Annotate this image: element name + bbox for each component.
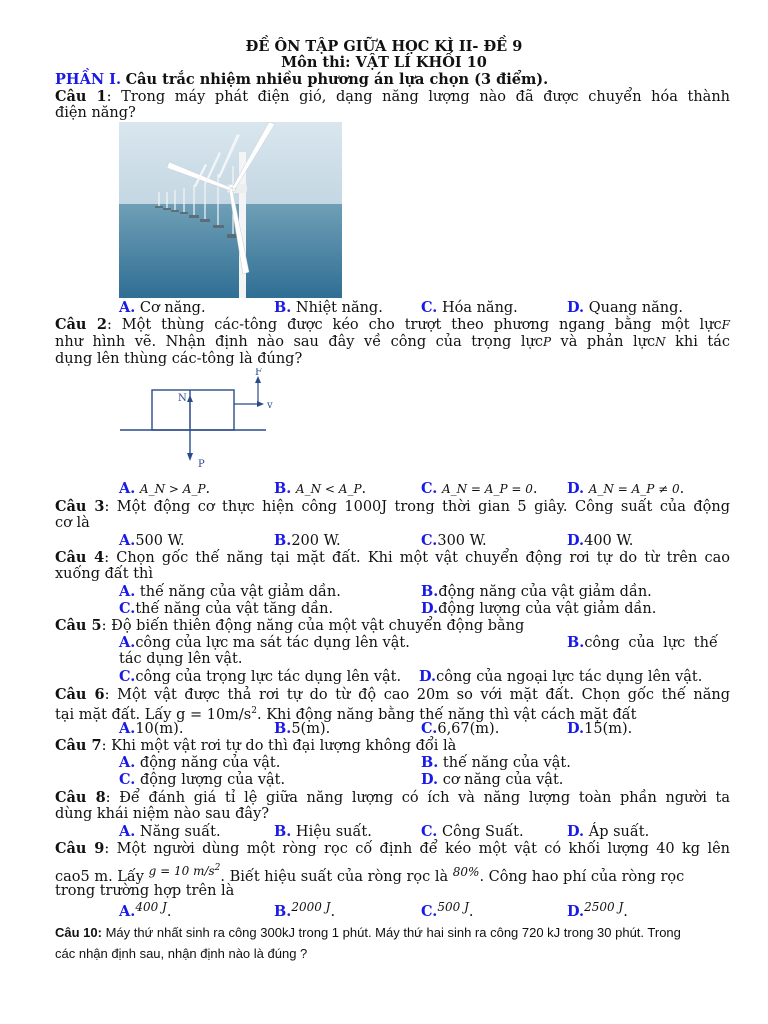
label-f: F <box>255 368 262 378</box>
q4-option-b[interactable]: B.động năng của vật giảm dần. <box>421 583 652 600</box>
q3-stem-2: cơ là <box>55 515 90 531</box>
q3-option-c[interactable]: C.300 W. <box>421 532 487 549</box>
q6-option-a[interactable]: A.10(m). <box>119 720 184 737</box>
q3-stem: Câu 3: Một động cơ thực hiện công 1000J trong thời gian 5 giây. Công suất của động <box>55 498 731 515</box>
q9-label: Câu 9 <box>55 840 105 857</box>
q1-stem-2: điện năng? <box>55 105 136 121</box>
q9-option-d[interactable]: D.$^{2500 J}$. <box>567 900 628 920</box>
q6-label: Câu 6 <box>55 686 105 703</box>
q5-option-b-cont: tác dụng lên vật. <box>119 651 243 667</box>
q9-stem-2: cao5 m. Lấy $^{g = 10 m/s^2}$. Biết hiệu suất của ròng rọc là $^{80\%}$. Công hao phí của ròng rọc <box>55 863 685 885</box>
q8-option-d[interactable]: D. Áp suất. <box>567 823 650 840</box>
q10-label: Câu 10: <box>55 925 102 940</box>
carton-box <box>152 390 234 430</box>
q4-stem: Câu 4: Chọn gốc thế năng tại mặt đất. Khi một vật chuyển động rơi tự do từ trên cao <box>55 549 730 566</box>
vector-f-symbol: F <box>721 318 730 332</box>
label-v: v <box>267 400 273 411</box>
gravity-value: g = 10 m/s2 <box>148 863 221 878</box>
q6-option-b[interactable]: B.5(m). <box>274 720 331 737</box>
q3-label: Câu 3 <box>55 498 105 515</box>
q5-option-a[interactable]: A.công của lực ma sát tác dụng lên vật. <box>119 634 410 651</box>
q7-option-d[interactable]: D. cơ năng của vật. <box>421 771 564 788</box>
exam-subtitle: Môn thi: VẬT LÍ KHỐI 10 <box>281 54 487 71</box>
part-heading <box>55 71 730 89</box>
q4-option-d[interactable]: D.động lượng của vật giảm dần. <box>421 600 657 617</box>
q3-option-a[interactable]: A.500 W. <box>119 532 185 549</box>
q3-option-d[interactable]: D.400 W. <box>567 532 634 549</box>
q2-option-a[interactable]: A. A_N > A_P. <box>119 480 211 497</box>
q6-option-d[interactable]: D.15(m). <box>567 720 633 737</box>
q9-stem: Câu 9: Một người dùng một ròng rọc cố định để kéo một vật có khối lượng 40 kg lên <box>55 840 731 857</box>
efficiency-value: 80% <box>452 865 480 879</box>
q2-stem-2: như hình vẽ. Nhận định nào sau đây về công của trọng lựcP và phản lựcN khi tác <box>55 334 730 350</box>
q4-label: Câu 4 <box>55 549 105 566</box>
label-p: P <box>198 459 205 470</box>
q9-stem-3: trong trường hợp trên là <box>55 883 235 899</box>
wind-turbine-photo <box>119 122 342 298</box>
q7-label: Câu 7 <box>55 737 102 754</box>
q8-option-b[interactable]: B. Hiệu suất. <box>274 823 372 840</box>
q8-option-a[interactable]: A. Năng suất. <box>119 823 221 840</box>
q6-option-c[interactable]: C.6,67(m). <box>421 720 500 737</box>
q7-option-a[interactable]: A. động năng của vật. <box>119 754 281 771</box>
q1-option-a[interactable]: A. Cơ năng. <box>119 299 206 316</box>
exam-title: ĐỀ ÔN TẬP GIỮA HỌC KÌ II- ĐỀ 9 <box>245 38 523 55</box>
vector-p-symbol: P <box>542 335 552 349</box>
q9-option-c[interactable]: C.$^{500 J}$. <box>421 900 474 920</box>
q8-option-c[interactable]: C. Công Suất. <box>421 823 524 840</box>
q10-stem-2: các nhận định sau, nhận định nào là đúng ? <box>55 946 308 961</box>
q1-option-c[interactable]: C. Hóa năng. <box>421 299 518 316</box>
q9-option-b[interactable]: B.$^{2000 J}$. <box>274 900 336 920</box>
q1-option-b[interactable]: B. Nhiệt năng. <box>274 299 383 316</box>
q7-stem: Câu 7: Khi một vật rơi tự do thì đại lượng không đổi là <box>55 737 457 754</box>
part-label: PHẦN I. <box>55 71 121 88</box>
q6-stem: Câu 6: Một vật được thả rơi tự do từ độ cao 20m so với mặt đất. Chọn gốc thế năng <box>55 686 730 703</box>
q8-stem: Câu 8: Để đánh giá tỉ lệ giữa năng lượng có ích và năng lượng toàn phần người ta <box>55 789 730 806</box>
q5-option-c[interactable]: C.công của trọng lực tác dụng lên vật. <box>119 668 402 685</box>
q2-option-d[interactable]: D. A_N = A_P ≠ 0. <box>567 480 685 497</box>
q1-text: : Trong máy phát điện gió, dạng năng lượng nào đã được chuyển hóa thành <box>106 89 730 105</box>
q4-option-c[interactable]: C.thế năng của vật tăng dần. <box>119 600 334 617</box>
q8-label: Câu 8 <box>55 789 106 806</box>
q5-stem: Câu 5: Độ biến thiên động năng của một vật chuyển động bằng <box>55 617 525 634</box>
q2-option-b[interactable]: B. A_N < A_P. <box>274 480 367 497</box>
q6-stem-2: tại mặt đất. Lấy $g = 10m/s^2$. Khi động năng bằng thế năng thì vật cách mặt đất <box>55 706 637 723</box>
q5-label: Câu 5 <box>55 617 102 634</box>
label-n: N <box>178 393 187 404</box>
q2-option-c[interactable]: C. A_N = A_P = 0. <box>421 480 538 497</box>
q7-option-b[interactable]: B. thế năng của vật. <box>421 754 571 771</box>
q1-stem <box>55 88 730 106</box>
q7-option-c[interactable]: C. động lượng của vật. <box>119 771 286 788</box>
q1-label: Câu 1 <box>55 88 107 105</box>
q10-stem: Câu 10: Máy thứ nhất sinh ra công 300kJ trong 1 phút. Máy thứ hai sinh ra công 720 kJ trong 30 phút. Trong <box>55 925 681 940</box>
q3-option-b[interactable]: B.200 W. <box>274 532 341 549</box>
q2-label: Câu 2 <box>55 316 107 333</box>
force-diagram <box>118 368 278 476</box>
q2-stem: Câu 2: Một thùng các-tông được kéo cho trượt theo phương ngang bằng một lựcF <box>55 316 730 333</box>
q1-option-d[interactable]: D. Quang năng. <box>567 299 684 316</box>
q9-option-a[interactable]: A.$^{400 J}$. <box>119 900 172 920</box>
q2-stem-3: dụng lên thùng các-tông là đúng? <box>55 351 303 367</box>
q4-option-a[interactable]: A. thế năng của vật giảm dần. <box>119 583 341 600</box>
q5-option-d[interactable]: D.công của ngoại lực tác dụng lên vật. <box>419 668 703 685</box>
q5-option-b[interactable]: B.công của lực thế <box>567 634 718 651</box>
q4-stem-2: xuống đất thì <box>55 566 154 582</box>
q8-stem-2: dùng khái niệm nào sau đây? <box>55 806 270 822</box>
part-text: Câu trắc nhiệm nhiều phương án lựa chọn (3 điểm). <box>125 71 549 88</box>
vector-n-symbol: N <box>655 335 666 349</box>
